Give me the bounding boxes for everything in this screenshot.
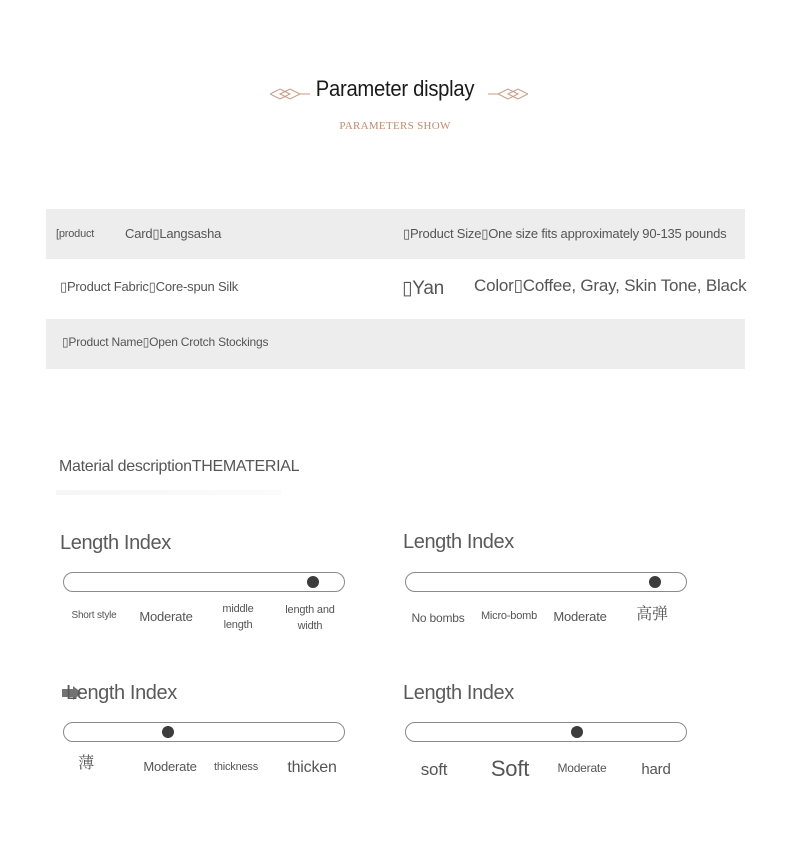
page-title: Parameter display [315, 76, 475, 101]
index-option: Short style [71, 610, 117, 621]
index-title: Length Index [403, 682, 514, 704]
product-name: ▯Product Name▯Open Crotch Stockings [62, 335, 269, 349]
index-slider [405, 572, 687, 592]
index-title: Length Index [66, 682, 177, 704]
index-slider [63, 722, 345, 742]
table-row [46, 319, 745, 369]
index-option: soft [420, 760, 448, 779]
index-title: Length Index [403, 531, 514, 553]
index-option: Moderate [143, 759, 197, 774]
table-row [46, 209, 745, 259]
slider-knob [307, 576, 319, 588]
index-option: 高弹 [636, 606, 668, 623]
brand-value: Card▯Langsasha [125, 226, 222, 241]
index-option: length and width [285, 604, 335, 632]
slider-knob [162, 726, 174, 738]
index-slider [63, 572, 345, 592]
section-header [0, 70, 790, 150]
index-option: Moderate [553, 609, 607, 624]
table-row [46, 259, 745, 319]
index-option: Soft [490, 756, 530, 781]
product-fabric: ▯Product Fabric▯Core-spun Silk [60, 279, 239, 294]
brand-label: [product [56, 228, 95, 240]
index-option: thicken [287, 759, 337, 776]
index-option: hard [641, 761, 671, 778]
yan-label: ▯Yan [402, 278, 445, 299]
material-heading: Material descriptionTHEMATERIAL [59, 458, 300, 475]
parameter-table [46, 209, 745, 369]
index-title: Length Index [60, 532, 171, 554]
slider-knob [571, 726, 583, 738]
index-option: Moderate [139, 609, 193, 624]
product-size: ▯Product Size▯One size fits approximately 90-135 pounds [403, 226, 727, 241]
page-subtitle: PARAMETERS SHOW [339, 120, 451, 132]
index-slider [405, 722, 687, 742]
index-option: middle length [222, 603, 254, 631]
index-option: No bombs [411, 611, 465, 625]
diamond-ornament-icon [488, 87, 528, 101]
slider-knob [649, 576, 661, 588]
index-option: Micro-bomb [480, 610, 538, 622]
material-divider [56, 490, 281, 495]
index-option: Moderate [557, 761, 607, 775]
index-option: 薄 [78, 755, 94, 772]
product-color: Color▯Coffee, Gray, Skin Tone, Black [474, 276, 747, 295]
index-option: thickness [213, 761, 259, 773]
